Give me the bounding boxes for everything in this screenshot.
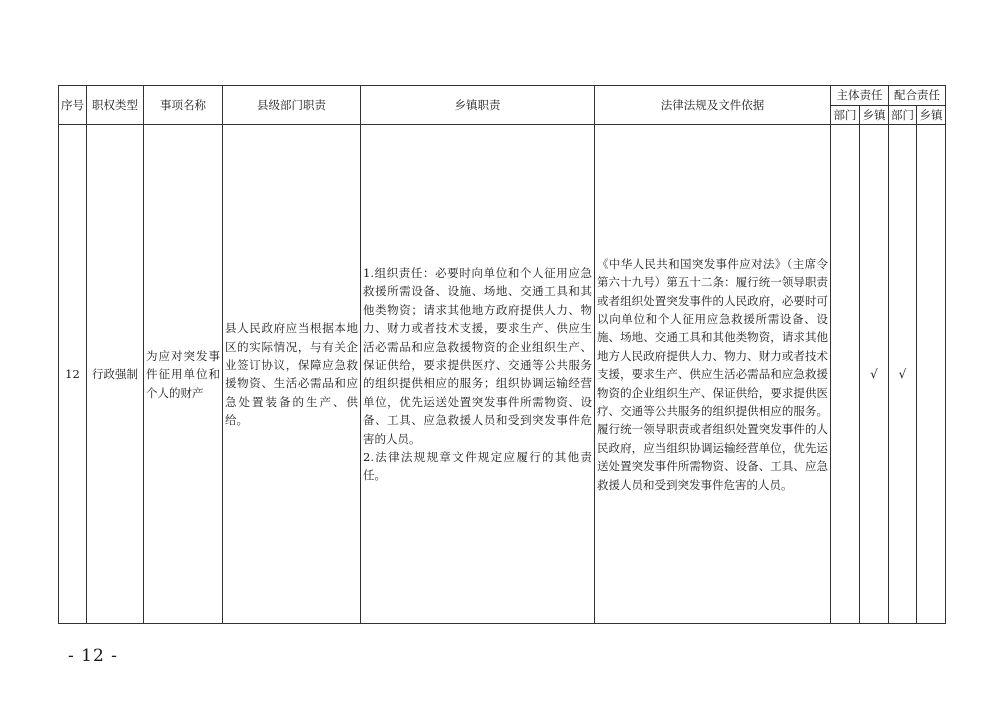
table-row [59, 125, 946, 624]
header-legal-basis: 法律法规及文件依据 [595, 86, 831, 125]
county-duty-text: 县人民政府应当根据本地区的实际情况，与有关企业签订协议，保障应急救援物资、生活必需品和应急处置装备的生产、供给。 [225, 321, 358, 428]
row-legal-basis [595, 125, 831, 624]
coop-dept-check: √ [889, 125, 917, 624]
row-county-duty [223, 125, 361, 624]
main-dept-check [831, 125, 860, 624]
header-item-name: 事项名称 [144, 86, 223, 125]
row-power-type: 行政强制 [87, 125, 144, 624]
legal-basis-text: 《中华人民共和国突发事件应对法》（主席令第六十九号）第五十二条：履行统一领导职责或者组织处置突发事件的人民政府，必要时可以向单位和个人征用应急救援所需设备、设施、场地、交通工具和其他类物资，请求其他地方人民政府提供人力、物力、财力或者技术支援，要求生产、供应生活必需品和应急救援物资的企业组织生产、保证供给，要求提供医疗、交通等公共服务的组织提供相应的服务。履行统一领导职责或者组织处置突发事件的人民政府，应当组织协调运输经营单位，优先运送处置突发事件所需物资、设备、工具、应急救援人员和受到突发事件危害的人员。 [597, 256, 828, 492]
township-duty-item-2: 2.法律法规规章文件规定应履行的其他责任。 [363, 449, 592, 483]
header-township-duty: 乡镇职责 [361, 86, 595, 125]
row-township-duty [361, 125, 595, 624]
header-coop-township: 乡镇 [917, 106, 946, 125]
header-main-township: 乡镇 [860, 106, 889, 125]
header-coop-dept: 部门 [889, 106, 917, 125]
duty-table [58, 85, 946, 624]
main-township-check: √ [860, 125, 889, 624]
header-power-type: 职权类型 [87, 86, 144, 125]
township-duty-item-1: 1.组织责任：必要时向单位和个人征用应急救援所需设备、设施、场地、交通工具和其他类物资；请求其他地方政府提供人力、物力、财力或者技术支援，要求生产、供应生活必需品和应急救援物资的企业组织生产、保证供给，要求提供医疗、交通等公共服务的组织提供相应的服务；组织协调运输经营单位，优先运送处置突发事件所需物资、设备、工具、应急救援人员和受到突发事件危害的人员。 [363, 266, 592, 446]
row-seq: 12 [59, 125, 87, 624]
header-county-duty: 县级部门职责 [223, 86, 361, 125]
header-main-responsibility: 主体责任 [831, 86, 889, 106]
row-item-name [144, 125, 223, 624]
header-seq: 序号 [59, 86, 87, 125]
item-name-text: 为应对突发事件征用单位和个人的财产 [146, 348, 220, 400]
coop-township-check [917, 125, 946, 624]
header-coop-responsibility: 配合责任 [889, 86, 946, 106]
table-header [59, 86, 946, 125]
header-main-dept: 部门 [831, 106, 860, 125]
page-number: - 12 - [68, 646, 118, 666]
